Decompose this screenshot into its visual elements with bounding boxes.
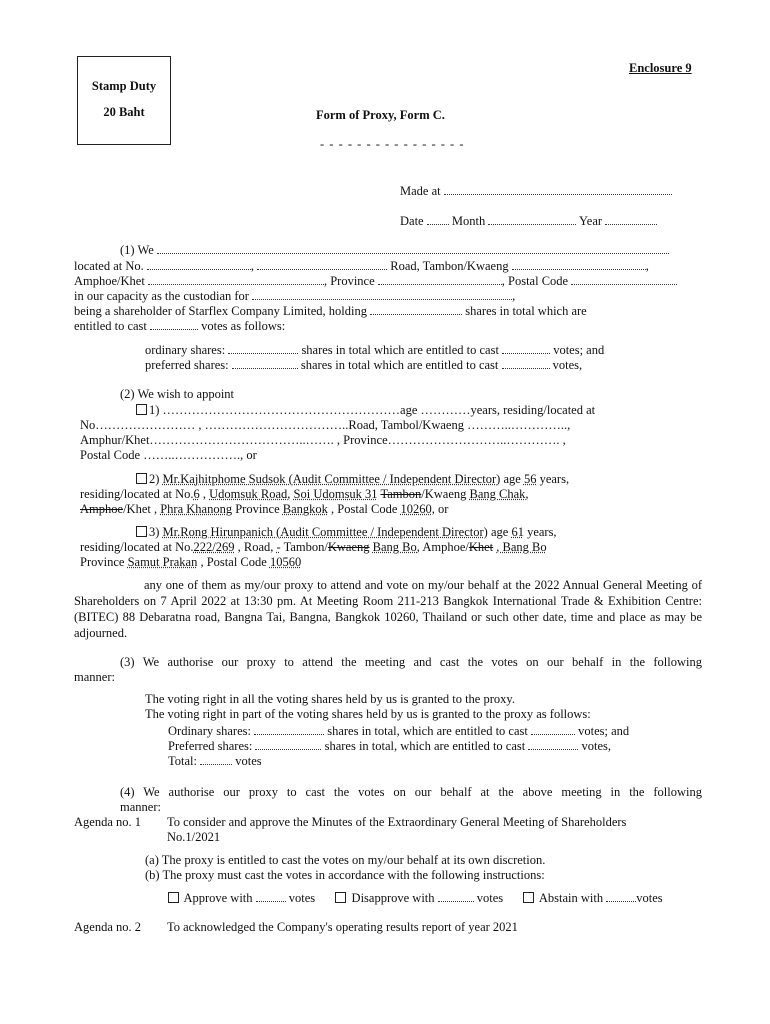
- proxy-3-row2: [80, 540, 547, 555]
- agenda-2-text: To acknowledged the Company's operating results report of year 2021: [167, 920, 518, 934]
- s3-preferred-votes-field[interactable]: [528, 738, 578, 750]
- preferred-votes-field[interactable]: [502, 357, 550, 369]
- proxy-3-checkbox[interactable]: [136, 526, 147, 537]
- s3-ordinary-label: Ordinary shares:: [168, 724, 251, 738]
- proxy-3-province-label: Province: [80, 555, 125, 569]
- s1-we-label: (1) We: [120, 243, 154, 257]
- proxy-2-or: , or: [431, 502, 449, 516]
- postal-field[interactable]: [571, 273, 677, 285]
- made-at-row: [400, 183, 672, 199]
- proxy-2-kwaeng-label: /Kwaeng: [421, 487, 467, 501]
- vote-options-row: [168, 890, 663, 906]
- votes-field[interactable]: [150, 318, 198, 330]
- abstain-checkbox[interactable]: [523, 892, 534, 903]
- postal-label: , Postal Code: [501, 274, 569, 288]
- proxy-2-years: years,: [539, 472, 570, 486]
- agenda-2-label: Agenda no. 2: [74, 920, 141, 934]
- s3-preferred-label-c: votes,: [581, 739, 611, 753]
- proxy-2-num: 2): [149, 472, 160, 486]
- approve-votes-label: votes: [288, 891, 316, 905]
- proxy-2-postal: 10260: [400, 502, 432, 516]
- s1-holding-row: [74, 303, 587, 319]
- s3-preferred-label: Preferred shares:: [168, 739, 253, 753]
- made-at-field[interactable]: [444, 183, 672, 195]
- proxy-3-postal: 10560: [269, 555, 302, 569]
- year-field[interactable]: [605, 213, 657, 225]
- stamp-duty-label: Stamp Duty: [91, 79, 157, 93]
- proxy-3-row3: [80, 555, 301, 570]
- proxy-3-age: 61: [511, 525, 524, 539]
- proxy-3-num: 3): [149, 525, 160, 539]
- tambon-field[interactable]: [512, 258, 646, 270]
- proxy-3-khet: , Bang Bo: [496, 540, 547, 554]
- date-label: Date: [400, 214, 424, 228]
- preferred-label-c: votes,: [552, 358, 583, 372]
- proxy-2-name: Mr.Kajhitphome Sudsok (Audit Committee / Independent Director): [162, 472, 501, 486]
- s3-heading: (3) We authorise our proxy to attend the meeting and cast the votes on our behalf in the following: [120, 655, 702, 669]
- proxy-2-amphoe-struck: Amphoe: [80, 502, 124, 516]
- preferred-shares-field[interactable]: [232, 357, 298, 369]
- proxy-3-amphoe-label: Amphoe/: [422, 540, 469, 554]
- holding-label: being a shareholder of Starflex Company Limited, holding: [74, 304, 367, 318]
- road-tambon-label: Road, Tambon/Kwaeng: [390, 259, 509, 273]
- proxy-3-road: -: [276, 540, 281, 554]
- s3-preferred-shares-field[interactable]: [255, 738, 321, 750]
- proxy-2-tambon-struck: Tambon: [380, 487, 422, 501]
- disapprove-votes-field[interactable]: [438, 890, 474, 902]
- proxy-2-row3: [80, 502, 448, 517]
- proxy-1-text: 1) …………………………………………………age …………years, residing/located at: [149, 403, 596, 417]
- proxy-2-no: 6: [193, 487, 200, 501]
- s4-manner: manner:: [120, 800, 161, 814]
- proxy-3-khet-struck: Khet: [468, 540, 494, 554]
- province-field[interactable]: [378, 273, 502, 285]
- s3-preferred-label-b: shares in total, which are entitled to cast: [324, 739, 526, 753]
- entitled-label-b: votes as follows:: [201, 319, 286, 333]
- proxy-1-row2: No…………………… , ……………………………..Road, Tambol/Kwaeng ………..…………..,: [80, 418, 571, 432]
- preferred-label-b: shares in total which are entitled to cast: [300, 358, 499, 372]
- stamp-duty-amount: 20 Baht: [103, 105, 145, 119]
- custodian-field[interactable]: [252, 288, 512, 300]
- proxy-1-checkbox[interactable]: [136, 404, 147, 415]
- disapprove-votes-label: votes: [476, 891, 504, 905]
- proxy-3-road-label: , Road,: [237, 540, 274, 554]
- made-at-label: Made at: [400, 184, 441, 198]
- proxy-2-province-label: Province: [235, 502, 280, 516]
- proxy-3-tambon-label: Tambon/: [283, 540, 328, 554]
- date-field[interactable]: [427, 213, 449, 225]
- proxy-2-soi: Soi Udomsuk 31: [293, 487, 378, 501]
- holding-label-b: shares in total which are: [465, 304, 587, 318]
- address-road-field[interactable]: [257, 258, 387, 270]
- proxy-3-years: years,: [527, 525, 557, 539]
- shares-held-field[interactable]: [370, 303, 462, 315]
- month-label: Month: [451, 214, 486, 228]
- s3-total-votes: votes: [235, 754, 262, 768]
- part-shares-option[interactable]: The voting right in part of the voting shares held by us is granted to the proxy as follows:: [145, 707, 591, 721]
- s4-heading: (4) We authorise our proxy to cast the votes on our behalf at the above meeting in the following: [120, 785, 702, 799]
- proxy-2-res-label: residing/located at No.: [80, 487, 194, 501]
- amphoe-label: Amphoe/Khet: [74, 274, 145, 288]
- approve-checkbox[interactable]: [168, 892, 179, 903]
- ordinary-shares-field[interactable]: [228, 342, 298, 354]
- proxy-2-khet-label: /Khet ,: [123, 502, 158, 516]
- ordinary-label-c: votes; and: [553, 343, 605, 357]
- agenda-1-label: Agenda no. 1: [74, 815, 141, 829]
- date-row: [400, 213, 657, 229]
- custodian-label: in our capacity as the custodian for: [74, 289, 249, 303]
- all-shares-option[interactable]: The voting right in all the voting shares held by us is granted to the proxy.: [145, 692, 515, 706]
- proxy-2-row1: [136, 472, 569, 487]
- title-separator: - - - - - - - - - - - - - - - -: [320, 137, 465, 151]
- proxy-2-province: Bangkok: [282, 502, 328, 516]
- ordinary-votes-field[interactable]: [502, 342, 550, 354]
- option-a[interactable]: (a) The proxy is entitled to cast the votes on my/our behalf at its own discretion.: [145, 853, 546, 867]
- s3-ordinary-label-b: shares in total, which are entitled to cast: [327, 724, 528, 738]
- abstain-votes-field[interactable]: [606, 890, 636, 902]
- s1-we-row: [120, 242, 669, 258]
- s1-address-row: located at No. , Road, Tambon/Kwaeng ,: [74, 259, 649, 273]
- proxy-1-row4: Postal Code ……..……………., or: [80, 448, 257, 462]
- proxy-3-row1: [136, 525, 557, 540]
- proxy-2-checkbox[interactable]: [136, 473, 147, 484]
- form-title: Form of Proxy, Form C.: [316, 108, 445, 122]
- s3-preferred-row: [168, 738, 611, 754]
- month-field[interactable]: [488, 213, 576, 225]
- abstain-votes-label: votes: [636, 891, 663, 905]
- enclosure-label: Enclosure 9: [629, 61, 692, 75]
- amphoe-field[interactable]: [148, 273, 324, 285]
- proxy-3-no: 222/269: [193, 540, 235, 554]
- year-label: Year: [579, 214, 603, 228]
- s1-amphoe-row: [74, 273, 677, 289]
- proxy-3-res-label: residing/located at No.: [80, 540, 194, 554]
- s3-ordinary-row: [168, 723, 629, 739]
- proxy-3-kwaeng-struck: Kwaeng: [327, 540, 370, 554]
- proxy-2-khet: Phra Khanong: [160, 502, 233, 516]
- proxy-1-row3: Amphur/Khet………………………………..……. , Province………………………..…………. ,: [80, 433, 566, 447]
- s1-preferred-row: [145, 357, 582, 373]
- stamp-duty-box: [77, 56, 171, 145]
- s1-entitled-row: [74, 318, 285, 334]
- s3-ordinary-votes-field[interactable]: [531, 723, 575, 735]
- s3-total-row: [168, 753, 262, 769]
- approve-votes-field[interactable]: [256, 890, 286, 902]
- abstain-label: Abstain with: [538, 891, 604, 905]
- s2-heading: (2) We wish to appoint: [120, 387, 235, 401]
- s3-total-field[interactable]: [200, 753, 232, 765]
- approve-label: Approve with: [183, 891, 253, 905]
- located-at-label: located at No.: [74, 259, 144, 273]
- proxy-2-age-label: age: [503, 472, 521, 486]
- agenda-1-text-2: No.1/2021: [167, 830, 221, 844]
- proxy-2-age: 56: [523, 472, 537, 486]
- proxy-1-row1: [136, 403, 595, 418]
- proxy-3-kwaeng: Bang Bo,: [372, 540, 420, 554]
- shareholder-name-field[interactable]: [157, 242, 669, 254]
- s3-ordinary-label-c: votes; and: [578, 724, 630, 738]
- proxy-2-postal-label: , Postal Code: [331, 502, 398, 516]
- proxy-2-road: Udomsuk Road,: [209, 487, 291, 501]
- s1-ordinary-row: [145, 342, 604, 358]
- disapprove-label: Disapprove with: [351, 891, 435, 905]
- ordinary-label: ordinary shares:: [145, 343, 226, 357]
- province-label: , Province: [323, 274, 375, 288]
- s3-ordinary-shares-field[interactable]: [254, 723, 324, 735]
- disapprove-checkbox[interactable]: [335, 892, 346, 903]
- s3-total-label: Total:: [168, 754, 197, 768]
- s1-custodian-row: in our capacity as the custodian for ,: [74, 289, 516, 303]
- agenda-1-text: To consider and approve the Minutes of the Extraordinary General Meeting of Shareholders: [167, 815, 627, 829]
- meeting-paragraph: any one of them as my/our proxy to attend and vote on my/our behalf at the 2022 Annual General Meeting of Shareholders on 7 April 2022 at 13:30 pm. At Meeting Room 211-213 Bangkok International Trade & Exhibition Centre: (BITEC) 88 Debaratna road, Bangna Tai, Bangna, Bangkok 10260, Thailand or such other date, time and place as may be adjourned.: [74, 578, 702, 640]
- entitled-label: entitled to cast: [74, 319, 147, 333]
- ordinary-label-b: shares in total which are entitled to cast: [301, 343, 499, 357]
- proxy-2-kwaeng: Bang Chak,: [469, 487, 529, 501]
- proxy-3-age-label: age: [490, 525, 509, 539]
- proxy-2-row2: residing/located at No.6 , Udomsuk Road, Soi Udomsuk 31 Tambon/Kwaeng Bang Chak,: [80, 487, 529, 501]
- proxy-3-postal-label: , Postal Code: [200, 555, 267, 569]
- s3-manner: manner:: [74, 670, 115, 684]
- address-no-field[interactable]: [147, 258, 251, 270]
- preferred-label: preferred shares:: [145, 358, 229, 372]
- proxy-3-name: Mr.Rong Hirunpanich (Audit Committee / Independent Director): [162, 525, 488, 539]
- option-b[interactable]: (b) The proxy must cast the votes in accordance with the following instructions:: [145, 868, 545, 882]
- proxy-3-province: Samut Prakan: [127, 555, 198, 569]
